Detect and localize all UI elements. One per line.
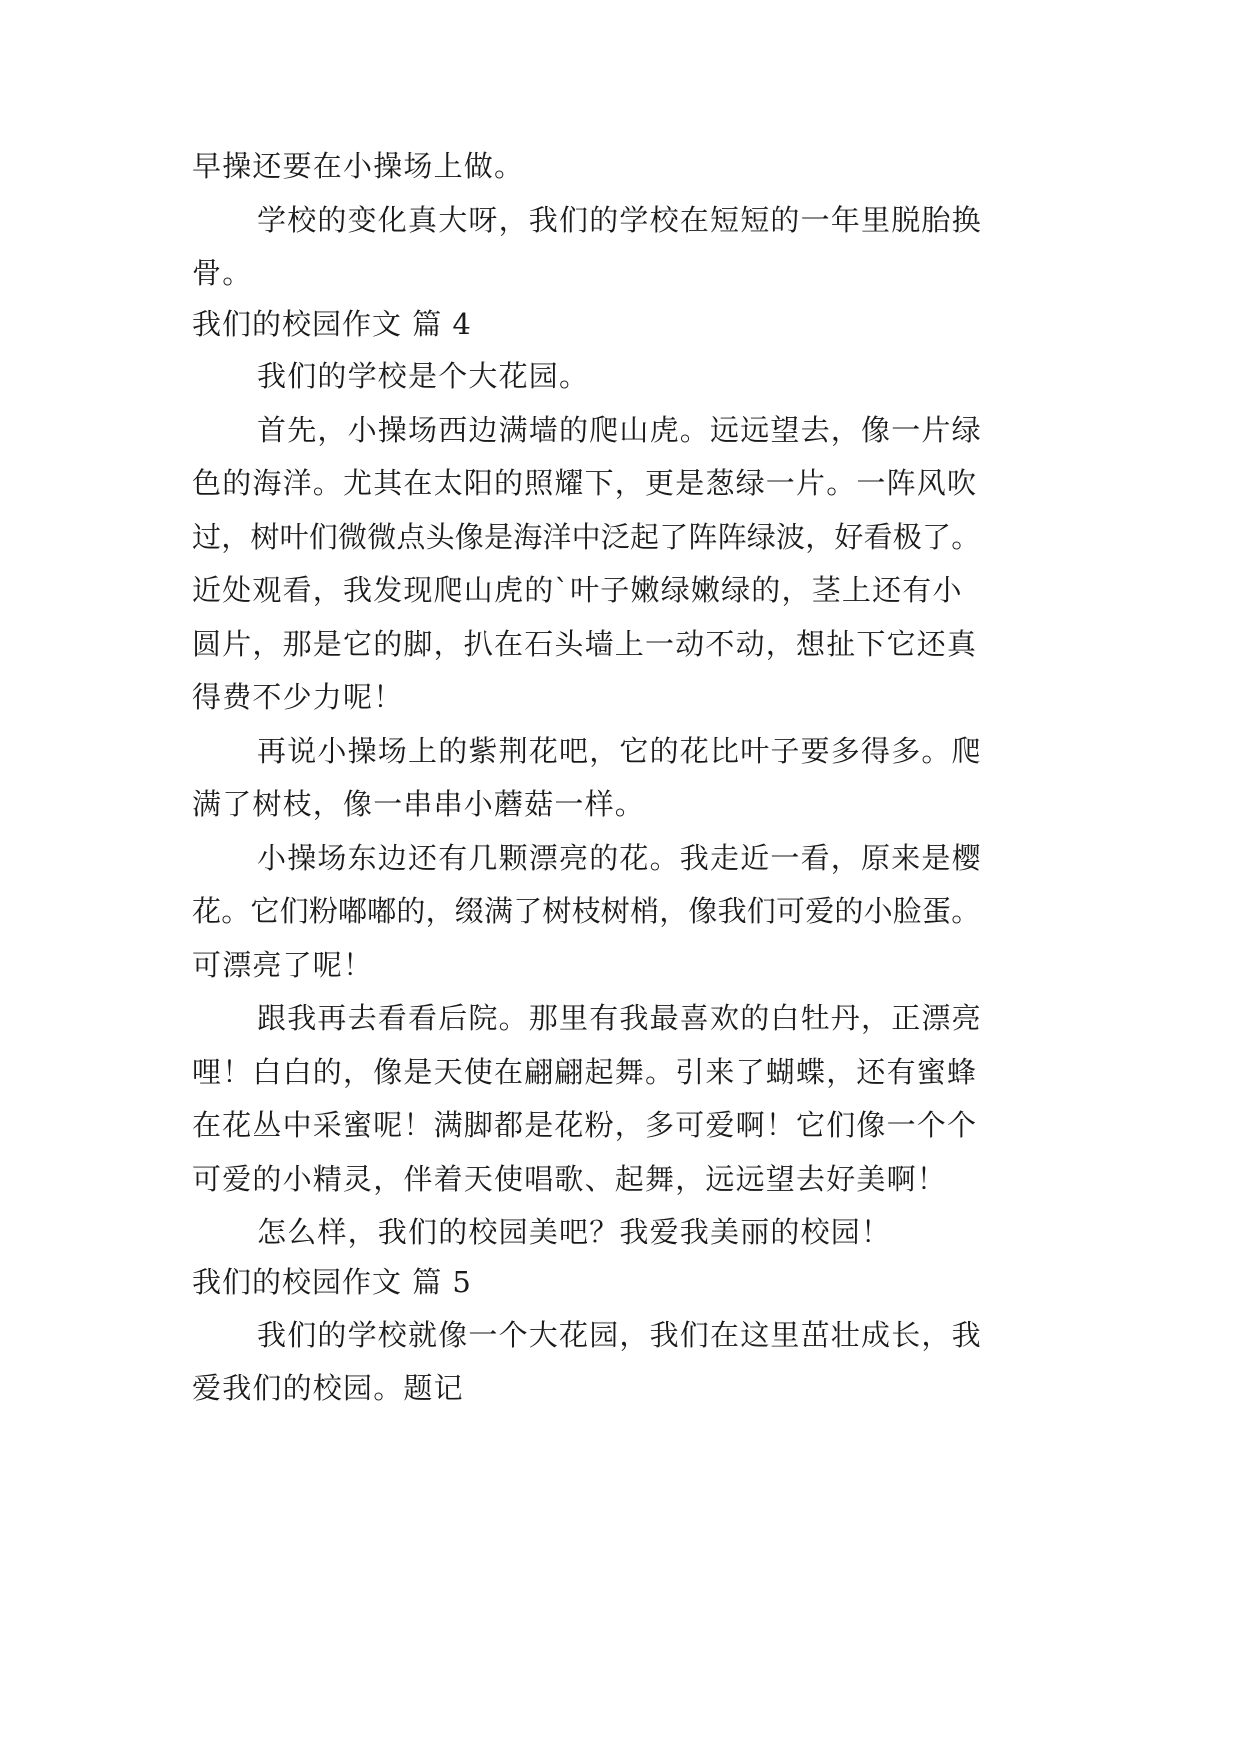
text-line: 在花丛中采蜜呢！满脚都是花粉，多可爱啊！它们像一个个 [192,1108,978,1142]
text-line: 骨。 [192,256,253,290]
paragraph-start: 我们的学校就像一个大花园，我们在这里茁壮成长，我 [257,1318,982,1352]
text-line: 可爱的小精灵，伴着天使唱歌、起舞，远远望去好美啊！ [192,1162,948,1196]
text-line: 可漂亮了呢！ [192,948,374,982]
text-line: 满了树枝，像一串串小蘑菇一样。 [192,787,646,821]
paragraph-start: 首先，小操场西边满墙的爬山虎。远远望去，像一片绿 [257,413,982,447]
paragraph-start: 小操场东边还有几颗漂亮的花。我走近一看，原来是樱 [257,841,982,875]
text-line: 得费不少力呢！ [192,680,404,714]
paragraph-start: 学校的变化真大呀，我们的学校在短短的一年里脱胎换 [257,203,982,237]
text-line: 爱我们的校园。题记 [192,1371,464,1405]
text-line: 哩！白白的，像是天使在翩翩起舞。引来了蝴蝶，还有蜜蜂 [192,1055,978,1089]
section-heading: 我们的校园作文 篇 4 [192,307,472,341]
text-line: 花。它们粉嘟嘟的，缀满了树枝树梢，像我们可爱的小脸蛋。 [192,894,981,928]
paragraph-start: 我们的学校是个大花园。 [257,359,590,393]
paragraph-start: 怎么样，我们的校园美吧？我爱我美丽的校园！ [257,1215,892,1249]
paragraph-start: 再说小操场上的紫荆花吧，它的花比叶子要多得多。爬 [257,734,982,768]
text-line: 色的海洋。尤其在太阳的照耀下，更是葱绿一片。一阵风吹 [192,466,978,500]
text-line: 早操还要在小操场上做。 [192,149,525,183]
text-line: 圆片，那是它的脚，扒在石头墙上一动不动，想扯下它还真 [192,627,978,661]
paragraph-start: 跟我再去看看后院。那里有我最喜欢的白牡丹，正漂亮 [257,1001,982,1035]
text-line: 过，树叶们微微点头像是海洋中泛起了阵阵绿波，好看极了。 [192,520,981,554]
section-heading: 我们的校园作文 篇 5 [192,1265,472,1299]
text-line: 近处观看，我发现爬山虎的`叶子嫩绿嫩绿的，茎上还有小 [192,573,963,607]
